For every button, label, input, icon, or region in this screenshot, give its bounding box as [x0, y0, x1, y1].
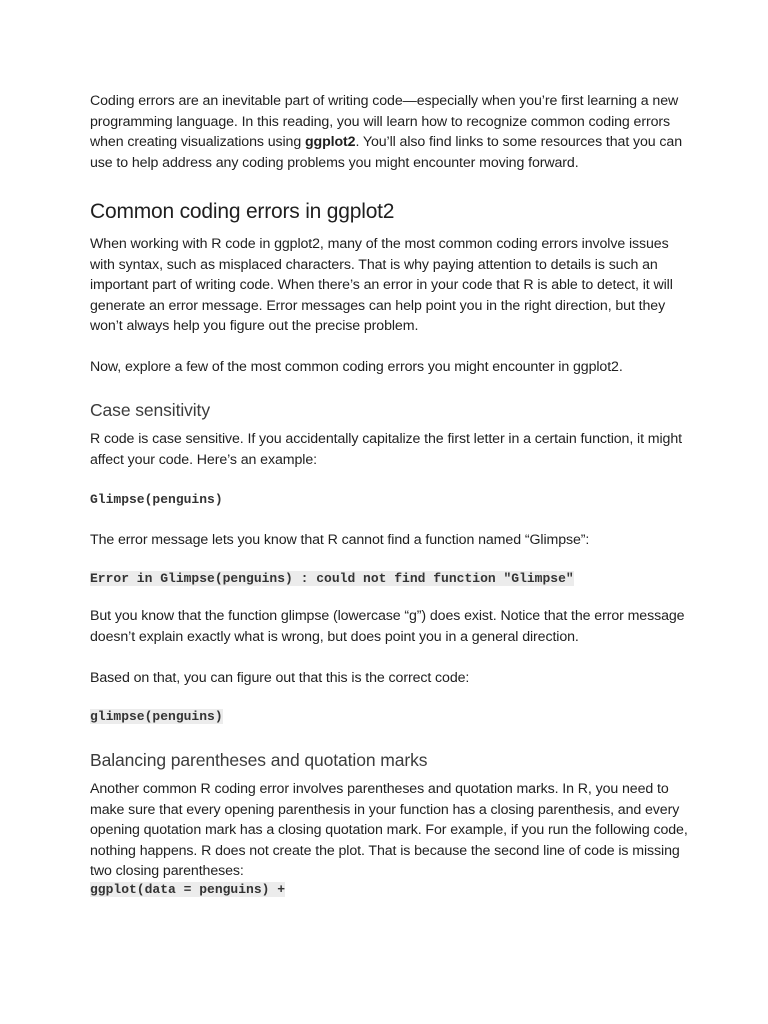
intro-text-part2: . You’ll also find links to some resources that you can use to help address any coding problems you might encounter moving forward. [90, 134, 682, 171]
code-line-glimpse-correct [90, 707, 690, 725]
intro-paragraph [90, 91, 690, 173]
heading-balancing-parentheses: Balancing parentheses and quotation marks [90, 750, 428, 770]
heading-common-coding-errors: Common coding errors in ggplot2 [90, 200, 395, 223]
common-errors-paragraph: When working with R code in ggplot2, many of the most common coding errors involve issues with syntax, such as misplaced characters. That is why paying attention to details is such an important part of writing code. When there’s an error in your code that R is able to detect, it will generate an error message. Error messages can help point you in the right direction, but they won’t always help you figure out the precise problem. [90, 236, 673, 334]
heading-case-sensitivity: Case sensitivity [90, 400, 210, 420]
correct-code-paragraph: Based on that, you can figure out that this is the correct code: [90, 670, 470, 686]
code-line-glimpse-capital [90, 490, 690, 508]
lowercase-glimpse-paragraph: But you know that the function glimpse (lowercase “g”) does exist. Notice that the error message doesn’t explain exactly what is wrong, but does point you in a general direction. [90, 608, 685, 645]
explore-paragraph: Now, explore a few of the most common coding errors you might encounter in ggplot2. [90, 359, 623, 375]
code-error-output: Error in Glimpse(penguins) : could not find function "Glimpse" [90, 571, 574, 586]
case-sensitivity-paragraph: R code is case sensitive. If you accidentally capitalize the first letter in a certain function, it might affect your code. Here’s an example: [90, 431, 682, 468]
code-line-ggplot [90, 880, 690, 898]
intro-bold-ggplot2: ggplot2 [304, 134, 356, 150]
parentheses-paragraph: Another common R coding error involves parentheses and quotation marks. In R, you need to make sure that every opening parenthesis in your function has a closing parenthesis, and every opening quotation mark has a closing quotation mark. For example, if you run the following code, nothing happens. R does not create the plot. That is because the second line of code is missing two closing parentheses: [90, 781, 688, 879]
code-line-error-output [90, 569, 690, 587]
code-ggplot: ggplot(data = penguins) + [90, 882, 286, 897]
intro-text-part1: Coding errors are an inevitable part of writing code—especially when you’re first learning a new programming language. In this reading, you will learn how to recognize common coding errors when creating visualizations using [90, 93, 679, 150]
error-message-paragraph: The error message lets you know that R cannot find a function named “Glimpse”: [90, 532, 590, 548]
code-glimpse-capital: Glimpse(penguins) [90, 492, 223, 507]
code-glimpse-correct: glimpse(penguins) [90, 709, 223, 724]
